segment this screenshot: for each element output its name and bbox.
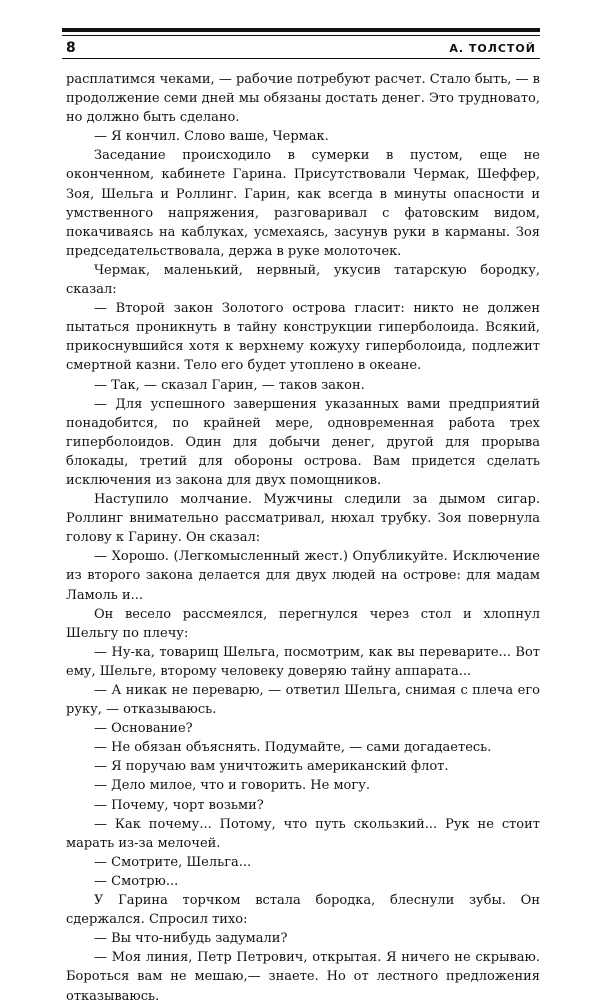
paragraph: — Смотрите, Шельга... bbox=[94, 854, 252, 870]
body-text bbox=[66, 70, 540, 1006]
paragraph: Чермак, маленький, нервный, укусив татарскую бородку, сказал: bbox=[66, 262, 540, 298]
paragraph: Он весело рассмеялся, перегнулся через стол и хлопнул Шельгу по плечу: bbox=[66, 606, 540, 641]
paragraph: — А никак не переварю, — ответил Шельга, снимая с плеча его руку, — отказываюсь. bbox=[66, 683, 540, 718]
paragraph: — Моя линия, Петр Петрович, открытая. Я ничего не скрываю. Бороться вам не мешаю,— знаете. Но от лестного предложения отказываюсь. bbox=[66, 950, 540, 1004]
header-rule-thin bbox=[62, 35, 540, 36]
paragraph: — Вы что-нибудь задумали? bbox=[94, 931, 288, 947]
paragraph: — Я кончил. Слово ваше, Чермак. bbox=[94, 129, 329, 145]
paragraph: — Хорошо. (Легкомысленный жест.) Опубликуйте. Исключение из второго закона делается для двух людей на острове: для мадам Ламоль и... bbox=[66, 549, 540, 603]
paragraph: расплатимся чеками, — рабочие потребуют расчет. Стало быть, — в продолжение семи дней мы обязаны достать денег. Это трудновато, но должно быть сделано. bbox=[66, 72, 540, 126]
header-rule-bottom bbox=[62, 58, 540, 59]
paragraph: — Для успешного завершения указанных вами предприятий понадобится, по крайней мере, одновременная работа трех гиперболоидов. Один для добычи денег, другой для прорыва блокады, третий для обороны острова. Вам придется сделать исключения из закона для двух помощников. bbox=[66, 396, 540, 488]
paragraph: — Дело милое, что и говорить. Не могу. bbox=[94, 778, 370, 794]
header-rule-thick bbox=[62, 28, 540, 32]
paragraph: Наступило молчание. Мужчины следили за дымом сигар. Роллинг внимательно рассматривал, нюхал трубку. Зоя повернула голову к Гарину. Он сказал: bbox=[66, 492, 540, 546]
paragraph: — Ну-ка, товарищ Шельга, посмотрим, как вы переварите... Вот ему, Шельге, второму человеку доверяю тайну аппарата... bbox=[66, 644, 540, 679]
paragraph: — Я поручаю вам уничтожить американский флот. bbox=[94, 759, 449, 775]
paragraph: — Второй закон Золотого острова гласит: никто не должен пытаться проникнуть в тайну конструкции гиперболоида. Всякий, прикоснувшийся хотя к верхнему кожуху гиперболоида, подлежит смертной казни. Тело его будет утоплено в океане. bbox=[66, 301, 540, 374]
running-title: А. ТОЛСТОЙ bbox=[449, 42, 536, 55]
page-number: 8 bbox=[66, 40, 76, 56]
paragraph: — Не обязан объяснять. Подумайте, — сами догадаетесь. bbox=[94, 740, 492, 756]
paragraph: — Смотрю... bbox=[94, 873, 179, 889]
paragraph: У Гарина торчком встала бородка, блеснули зубы. Он сдержался. Спросил тихо: bbox=[66, 893, 540, 928]
paragraph: Заседание происходило в сумерки в пустом, еще не оконченном, кабинете Гарина. Присутствовали Чермак, Шеффер, Зоя, Шельга и Роллинг. Гарин, как всегда в минуты опасности и умственного напряжения, разговаривал с фатовским видом, покачиваясь на каблуках, усмехаясь, засунув руки в карманы. Зоя председательствовала, держа в руке молоточек. bbox=[66, 148, 540, 259]
paragraph: — Основание? bbox=[94, 721, 193, 737]
paragraph: — Почему, чорт возьми? bbox=[94, 797, 264, 813]
paragraph: — Как почему... Потому, что путь скользкий... Рук не стоит марать из-за мелочей. bbox=[66, 816, 540, 851]
paragraph: — Так, — сказал Гарин, — таков закон. bbox=[94, 377, 365, 393]
